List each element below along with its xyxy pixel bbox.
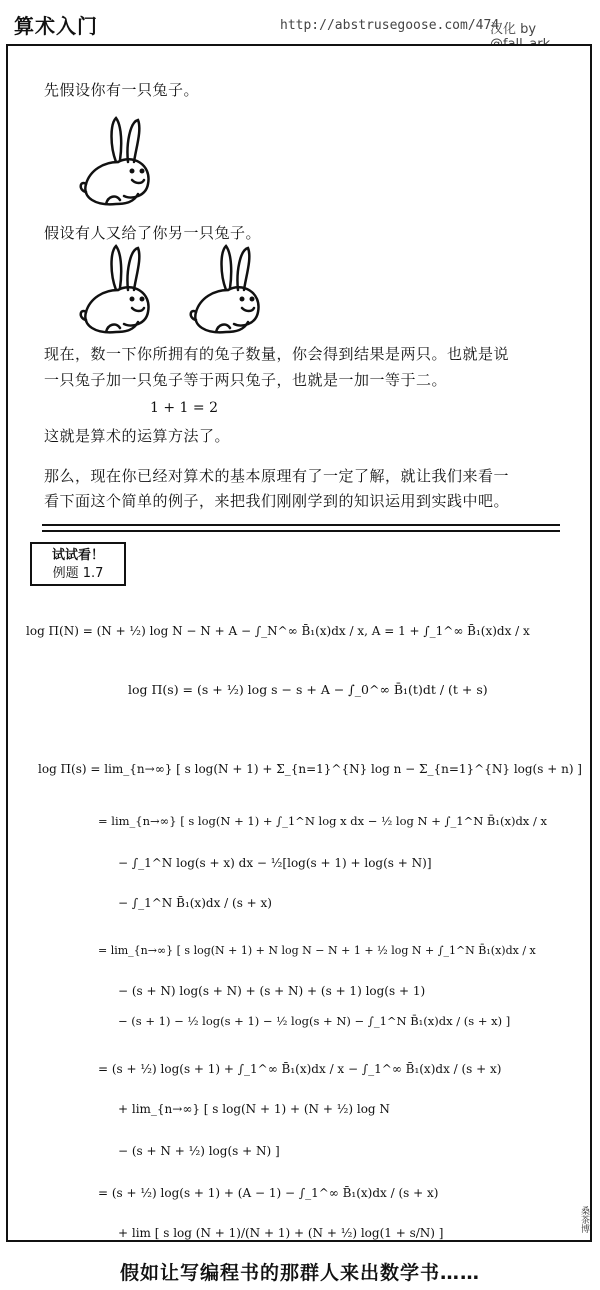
comic-panel [6,44,592,1242]
intro-line-4: 一只兔子加一只兔子等于两只兔子，也就是一加一等于二。 [44,371,448,389]
formula-line: − (s + N + ½) log(s + N) ] [118,1144,280,1158]
artist-signature: 桑茶博 [579,1206,589,1233]
intro-line-6: 那么，现在你已经对算术的基本原理有了一定了解，就让我们来看一 [44,467,510,485]
try-it-heading: 试试看！ [51,548,104,563]
intro-line-2: 假设有人又给了你另一只兔子。 [44,224,262,242]
intro-line-1: 先假设你有一只兔子。 [44,81,200,99]
formula-line: − ∫_1^N log(s + x) dx − ½[log(s + 1) + log(s + N)] [118,856,432,870]
intro-line-5: 这就是算术的运算方法了。 [44,427,231,445]
header-title: 算术入门 [14,14,98,38]
intro-line-7: 看下面这个简单的例子，来把我们刚刚学到的知识运用到实践中吧。 [44,492,510,510]
formula-line: log Π(N) = (N + ½) log N − N + A − ∫_N^∞ B̄₁(x)dx / x, A = 1 + ∫_1^∞ B̄₁(x)dx / x [26,624,530,638]
header-credit: 汉化 by [490,22,537,37]
formula-line: log Π(s) = (s + ½) log s − s + A − ∫_0^∞ B̄₁(t)dt / (t + s) [128,682,488,697]
formula-line: log Π(s) = lim_{n→∞} [ s log(N + 1) + Σ_{n=1}^{N} log n − Σ_{n=1}^{N} log(s + n) ] [38,762,582,776]
formula-line: + lim [ s log (N + 1)/(N + 1) + (N + ½) log(1 + s/N) ] [118,1226,444,1240]
try-it-box [30,542,126,586]
formula-line: + lim_{n→∞} [ s log(N + 1) + (N + ½) log N [118,1102,390,1116]
formula-line: = (s + ½) log(s + 1) + ∫_1^∞ B̄₁(x)dx / x − ∫_1^∞ B̄₁(x)dx / (s + x) [98,1062,502,1076]
rabbit-icon [76,244,160,336]
rabbit-icon [76,116,160,208]
example-number: 例题 1.7 [52,566,104,581]
formula-line: − ∫_1^N B̄₁(x)dx / (s + x) [118,896,272,910]
simple-equation: 1 + 1 = 2 [150,400,218,416]
intro-line-3: 现在，数一下你所拥有的兔子数量，你会得到结果是两只。也就是说 [44,345,510,363]
rabbit-icon [186,244,270,336]
formula-line: − (s + N) log(s + N) + (s + N) + (s + 1) log(s + 1) [118,984,426,998]
divider-rule [42,530,560,532]
formula-line: − (s + 1) − ½ log(s + 1) − ½ log(s + N) − ∫_1^N B̄₁(x)dx / (s + x) ] [118,1014,511,1028]
bottom-caption: 假如让写编程书的那群人来出数学书…… [119,1262,480,1284]
formula-line: = lim_{n→∞} [ s log(N + 1) + ∫_1^N log x dx − ½ log N + ∫_1^N B̄₁(x)dx / x [98,814,547,828]
divider-rule [42,524,560,526]
formula-line: = lim_{n→∞} [ s log(N + 1) + N log N − N + 1 + ½ log N + ∫_1^N B̄₁(x)dx / x [98,944,536,957]
header-url: http://abstrusegoose.com/474 [280,18,500,33]
formula-line: = (s + ½) log(s + 1) + (A − 1) − ∫_1^∞ B̄₁(x)dx / (s + x) [98,1186,439,1200]
